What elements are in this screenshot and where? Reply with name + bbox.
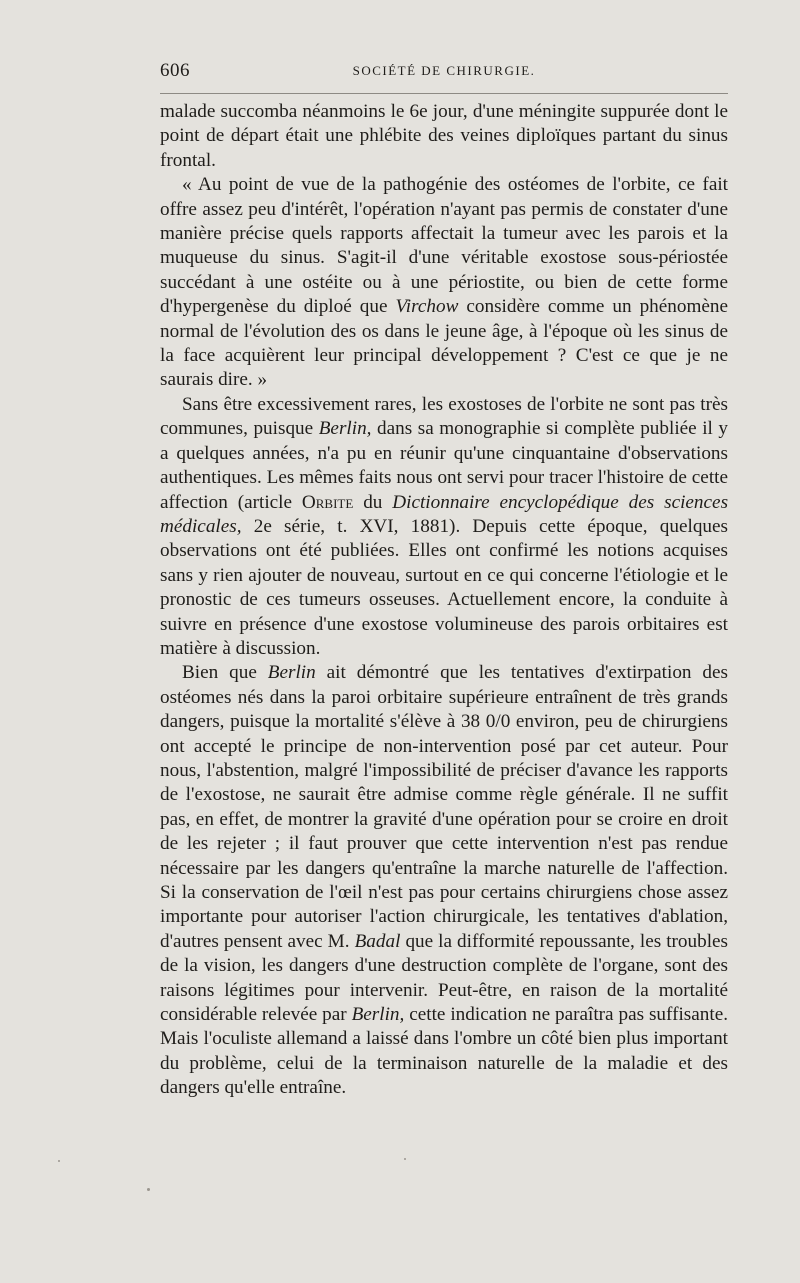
author-name-virchow: Virchow xyxy=(395,296,459,318)
author-name-berlin: Berlin, xyxy=(318,418,372,440)
paragraph-3-text-d: 2e série, t. XVI, 1881). Depuis cette époque, quelques observations ont été publiées. Elles ont confirmé les notions acquises sans y rien ajouter de nouveau, surtout en ce qui concerne l'étiologie et le pronostic de ces tumeurs osseuses. Actuellement encore, la conduite à suivre en présence d'une exostose volumineuse des parois orbitaires est matière à discussion. xyxy=(160,515,728,659)
paragraph-2-text-a: « Au point de vue de la pathogénie des ostéomes de l'orbite, ce fait offre assez peu d'intérêt, l'opération n'ayant pas permis de constater d'une manière précise quels rapports affectait la tumeur avec les parois et la muqueuse du sinus. S'agit-il d'une véritable exostose sous-périostée succédant à une ostéite ou à une périostite, ou bien de cette forme d'hypergenèse du diploé que xyxy=(160,174,728,318)
paragraph-4 xyxy=(160,661,728,1100)
header-rule xyxy=(160,93,728,94)
paragraph-4-text-a: Bien que xyxy=(182,662,257,684)
author-name-berlin-3: Berlin, xyxy=(351,1004,405,1026)
print-speck xyxy=(404,1158,406,1160)
article-title: Orbite xyxy=(301,491,354,513)
paragraph-1: malade succomba néanmoins le 6e jour, d'une méningite suppurée dont le point de départ était une phlébite des veines diploïques partant du sinus frontal. xyxy=(160,101,728,171)
dictionary-title: Dictionnaire encyclopédique des sciences médicales, xyxy=(160,491,729,537)
body-text xyxy=(160,100,728,1101)
paragraph-3 xyxy=(160,393,728,661)
paragraph-4-text-c: que la difformité repoussante, les troubles de la vision, les dangers d'une destruction complète de l'organe, sont des raisons légitimes pour intervenir. Peut-être, en raison de la mortalité considérable relevée par xyxy=(160,930,729,1026)
running-head xyxy=(160,60,728,82)
paragraph-2-text-b: considère comme un phénomène normal de l'évolution des os dans le jeune âge, à l'époque où les sinus de la face acquièrent leur principal développement ? C'est ce que je ne saurais dire. » xyxy=(160,296,729,391)
print-speck xyxy=(147,1188,150,1191)
page-number: 606 xyxy=(160,60,190,81)
author-name-badal: Badal xyxy=(354,930,401,952)
print-speck xyxy=(58,1160,60,1162)
paragraph-3-text-c: du xyxy=(363,491,383,513)
paragraph-2 xyxy=(160,173,728,393)
author-name-berlin-2: Berlin xyxy=(267,662,316,684)
journal-title: SOCIÉTÉ DE CHIRURGIE. xyxy=(352,63,536,78)
paragraph-3-text-a: Sans être excessivement rares, les exostoses de l'orbite ne sont pas très communes, puisque xyxy=(160,393,728,440)
paragraph-4-text-b: ait démontré que les tentatives d'extirpation des ostéomes nés dans la paroi orbitaire supérieure entraînent de très grands dangers, puisque la mortalité s'élève à 38 0/0 environ, peu de chirurgiens ont accepté le principe de non-intervention posé par cet auteur. Pour nous, l'abstention, malgré l'impossibilité de préciser d'avance les rapports de l'exostose, ne saurait être admise comme règle générale. Il ne suffit pas, en effet, de montrer la gravité d'une opération pour se croire en droit de les rejeter ; il faut prouver que cette intervention n'est pas rendue nécessaire par les dangers qu'entraîne la marche naturelle de l'affection. Si la conservation de l'œil n'est pas pour certains chirurgiens chose assez importante pour autoriser l'action chirurgicale, les tentatives d'ablation, d'autres pensent avec M. xyxy=(160,662,728,952)
paragraph-4-text-d: cette indication ne paraîtra pas suffisante. Mais l'oculiste allemand a laissé dans l'ombre un côté bien plus important du problème, celui de la terminaison naturelle de la maladie et des dangers qu'elle entraîne. xyxy=(160,1004,729,1099)
paragraph-3-text-b: dans sa monographie si complète publiée il y a quelques années, n'a pu en réunir qu'une cinquantaine d'observations authentiques. Les mêmes faits nous ont servi pour tracer l'histoire de cette affection (article xyxy=(160,418,729,513)
